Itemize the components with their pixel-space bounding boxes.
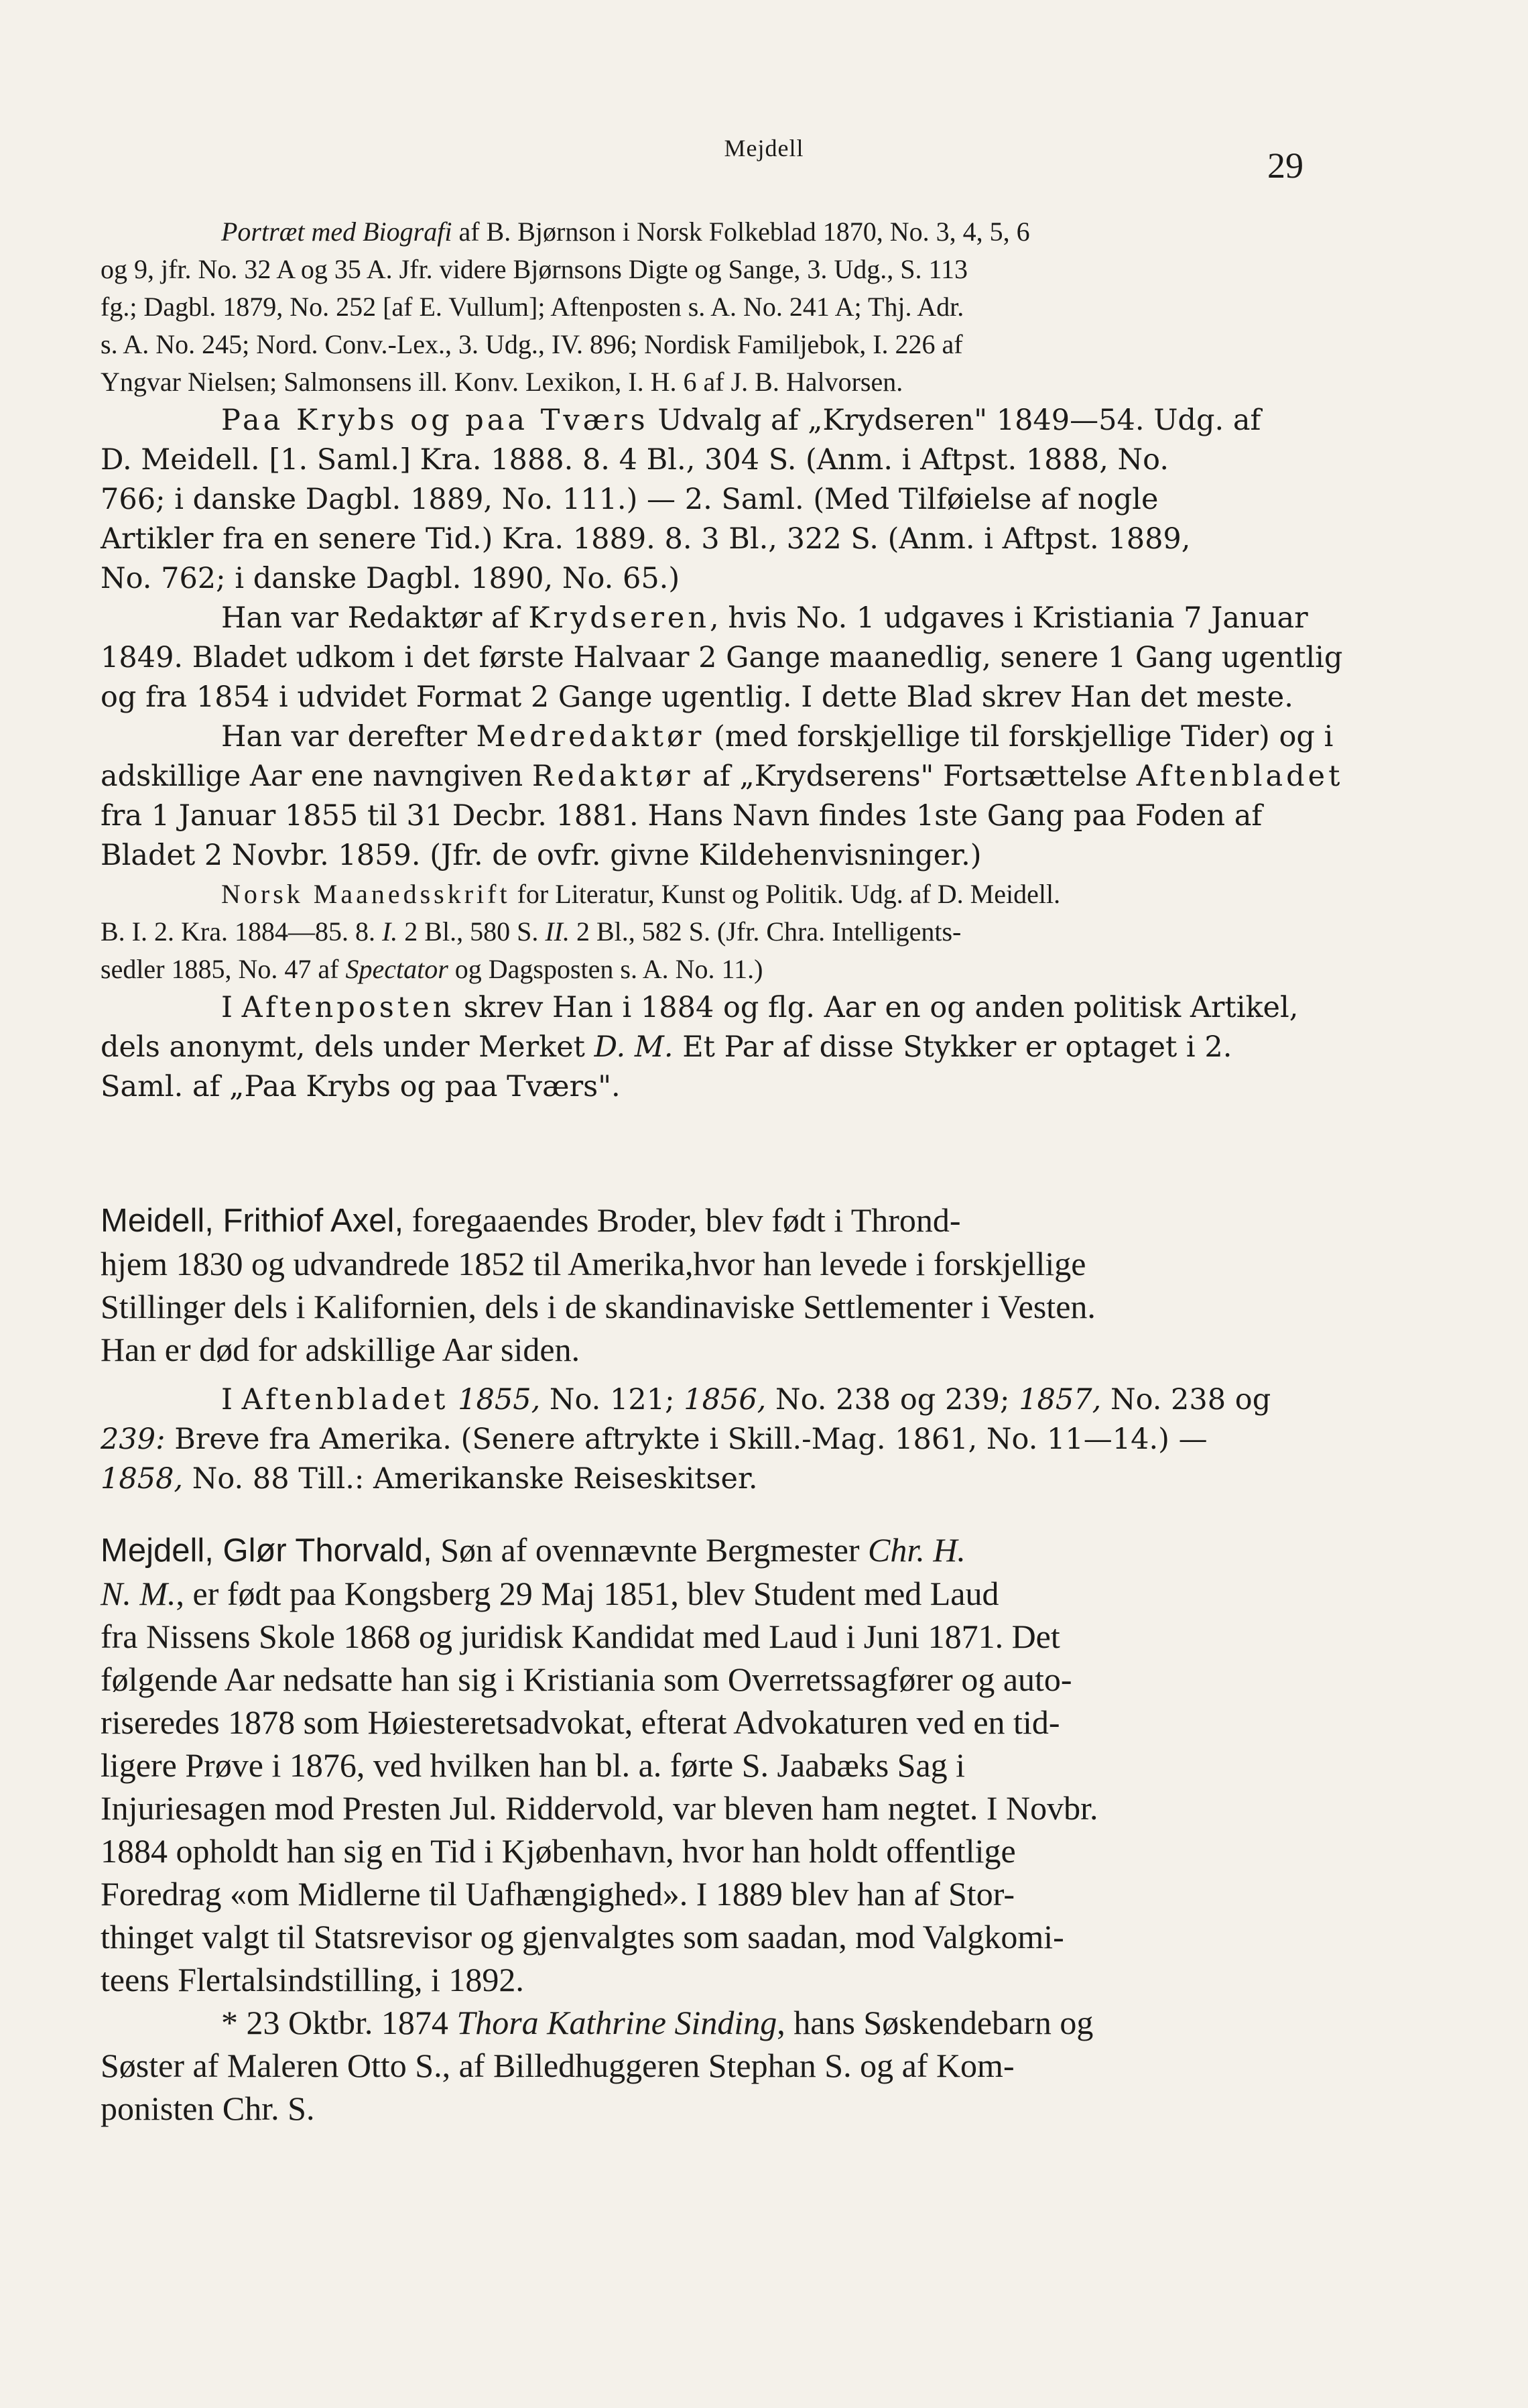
text-line: følgende Aar nedsatte han sig i Kristiania som Overretssagfører og auto- [101,1661,1072,1698]
text-line: og 9, jfr. No. 32 A og 35 A. Jfr. videre Bjørnsons Digte og Sange, 3. Udg., S. 113 [101,254,968,284]
text-line: Meidell, Frithiof Axel, foregaaendes Broder, blev født i Thrond- [101,1201,961,1239]
text-line: fra 1 Januar 1855 til 31 Decbr. 1881. Hans Navn findes 1ste Gang paa Foden af [101,799,1263,833]
entry-name: Mejdell, Glør Thorvald, [101,1532,432,1569]
text-line: Paa Krybs og paa Tværs Udvalg af „Krydseren" 1849—54. Udg. af [221,404,1261,437]
text-line: Han er død for adskillige Aar siden. [101,1331,580,1368]
text-line: D. Meidell. [1. Saml.] Kra. 1888. 8. 4 Bl., 304 S. (Anm. i Aftpst. 1888, No. [101,443,1169,477]
text-line: * 23 Oktbr. 1874 Thora Kathrine Sinding, hans Søskendebarn og [221,2004,1094,2041]
text-line: Mejdell, Glør Thorvald, Søn af ovennævnte Bergmester Chr. H. [101,1531,966,1569]
entry-name: Meidell, Frithiof Axel, [101,1203,404,1239]
text-line: ligere Prøve i 1876, ved hvilken han bl. a. førte S. Jaabæks Sag i [101,1746,966,1784]
mejdell-bibliography [101,213,1344,1107]
text-line: Han var Redaktør af Krydseren, hvis No. 1 udgaves i Kristiania 7 Januar [221,601,1308,635]
text-line: riseredes 1878 som Høiesteretsadvokat, efterat Advokaturen ved en tid- [101,1703,1060,1741]
paragraph-medredaktor [101,717,1344,876]
text-line: Injuriesagen mod Presten Jul. Riddervold, var bleven ham negtet. I Novbr. [101,1789,1098,1827]
text-line: Norsk Maanedsskrift for Literatur, Kunst og Politik. Udg. af D. Meidell. [221,879,1061,909]
text-line: fg.; Dagbl. 1879, No. 252 [af E. Vullum]; Aftenposten s. A. No. 241 A; Thj. Adr. [101,292,964,322]
text-line: I Aftenbladet 1855, No. 121; 1856, No. 238 og 239; 1857, No. 238 og [221,1383,1271,1417]
page-number: 29 [1267,145,1303,186]
text-line: No. 762; i danske Dagbl. 1890, No. 65.) [101,562,680,595]
entry-glor-thorvald [101,1528,1307,2130]
text-line: ponisten Chr. S. [101,2090,315,2127]
text-line: Han var derefter Medredaktør (med forskjellige til forskjellige Tider) og i [221,720,1334,754]
text-line: og fra 1854 i udvidet Format 2 Gange ugentlig. I dette Blad skrev Han det meste. [101,680,1293,714]
text-line: 766; i danske Dagbl. 1889, No. 111.) — 2. Saml. (Med Tilføielse af nogle [101,483,1159,516]
text-line: Stillinger dels i Kalifornien, dels i de skandinaviske Settlementer i Vesten. [101,1288,1096,1325]
text-line: 1858, No. 88 Till.: Amerikanske Reiseskitser. [101,1462,758,1496]
text-line: Yngvar Nielsen; Salmonsens ill. Konv. Lexikon, I. H. 6 af J. B. Halvorsen. [101,367,903,397]
running-header: Mejdell [724,135,804,162]
text-line: N. M., er født paa Kongsberg 29 Maj 1851, blev Student med Laud [101,1575,999,1612]
text-line: Bladet 2 Novbr. 1859. (Jfr. de ovfr. givne Kildehenvisninger.) [101,839,982,872]
text-line: Søster af Maleren Otto S., af Billedhuggeren Stephan S. og af Kom- [101,2047,1015,2084]
paragraph-aftenposten [101,988,1307,1107]
text-line: Foredrag «om Midlerne til Uafhængighed». I 1889 blev han af Stor- [101,1875,1015,1913]
paragraph-portrait [101,213,1307,401]
text-line: 1884 opholdt han sig en Tid i Kjøbenhavn, hvor han holdt offentlige [101,1832,1016,1870]
entry-body [101,1199,1307,1371]
paragraph-maanedsskrift [101,876,1307,988]
text-line: fra Nissens Skole 1868 og juridisk Kandidat med Laud i Juni 1871. Det [101,1618,1060,1655]
text-line: s. A. No. 245; Nord. Conv.-Lex., 3. Udg., IV. 896; Nordisk Familjebok, I. 226 af [101,329,963,359]
text-line: Portræt med Biografi af B. Bjørnson i Norsk Folkeblad 1870, No. 3, 4, 5, 6 [221,217,1030,247]
text-line: Saml. af „Paa Krybs og paa Tværs". [101,1070,621,1103]
entry-body [101,1528,1307,2130]
entry-frithiof-axel [101,1199,1307,1499]
text-line: adskillige Aar ene navngiven Redaktør af „Krydserens" Fortsættelse Aftenbladet [101,760,1344,793]
text-line: B. I. 2. Kra. 1884—85. 8. I. 2 Bl., 580 S. II. 2 Bl., 582 S. (Jfr. Chra. Intelligents- [101,916,962,947]
paragraph-paa-krybs [101,401,1307,599]
paragraph-redaktor [101,599,1343,717]
text-line: 239: Breve fra Amerika. (Senere aftrykte i Skill.-Mag. 1861, No. 11—14.) — [101,1423,1208,1456]
text-line: I Aftenposten skrev Han i 1884 og flg. Aar en og anden politisk Artikel, [221,991,1299,1024]
text-line: sedler 1885, No. 47 af Spectator og Dagsposten s. A. No. 11.) [101,954,763,984]
text-line: hjem 1830 og udvandrede 1852 til Amerika,hvor han levede i forskjellige [101,1245,1086,1282]
text-line: teens Flertalsindstilling, i 1892. [101,1961,524,1998]
text-line: dels anonymt, dels under Merket D. M. Et Par af disse Stykker er optaget i 2. [101,1030,1232,1064]
text-line: thinget valgt til Statsrevisor og gjenvalgtes som saadan, mod Valgkomi- [101,1918,1064,1955]
text-line: 1849. Bladet udkom i det første Halvaar 2 Gange maanedlig, senere 1 Gang ugentlig [101,641,1343,674]
text-line: Artikler fra en senere Tid.) Kra. 1889. 8. 3 Bl., 322 S. (Anm. i Aftpst. 1889, [101,522,1191,556]
entry-notes [101,1380,1307,1499]
